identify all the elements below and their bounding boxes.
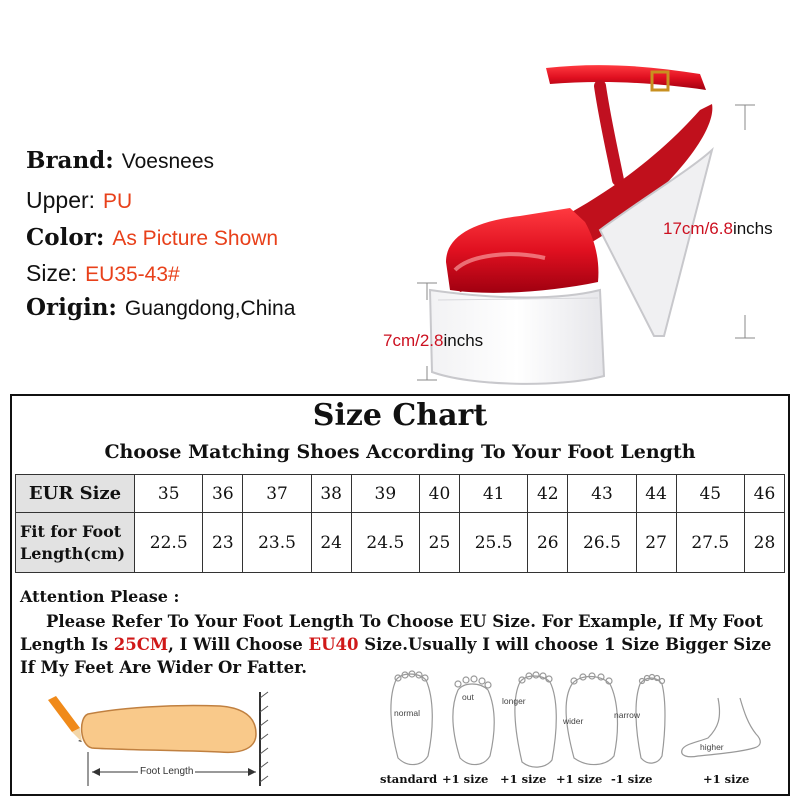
- front-strap: [446, 208, 598, 293]
- eur-size-cell: 41: [459, 475, 527, 513]
- ankle-strap: [546, 65, 706, 90]
- attention-title: Attention Please :: [20, 587, 180, 606]
- color-value: As Picture Shown: [112, 227, 279, 250]
- foot-length-header: [16, 513, 135, 573]
- foot-length-header-line2: Length(cm): [20, 543, 126, 563]
- eur-size-cell: 46: [745, 475, 785, 513]
- foot-length-cell: 24: [311, 513, 351, 573]
- foot-length-cell: 26.5: [568, 513, 636, 573]
- spec-color: [26, 224, 278, 251]
- eur-size-cell: 42: [528, 475, 568, 513]
- eur-size-header: EUR Size: [16, 475, 135, 513]
- spec-origin: [26, 294, 295, 321]
- brand-value: Voesnees: [121, 150, 215, 173]
- upper-label: Upper:: [26, 187, 96, 213]
- foot-length-cell: 24.5: [351, 513, 419, 573]
- color-label: Color:: [26, 224, 105, 251]
- eur-size-cell: 43: [568, 475, 636, 513]
- foot-type-higher: higher: [700, 742, 724, 752]
- size-table: [15, 474, 785, 573]
- foot-length-caption: Foot Length: [140, 766, 194, 777]
- origin-label: Origin:: [26, 294, 117, 321]
- heel-unit: inchs: [732, 219, 773, 238]
- foot-longer-icon: [515, 672, 556, 767]
- size-value: EU35-43#: [85, 263, 180, 286]
- foot-size-wider: +1 size: [556, 772, 603, 786]
- foot-out-icon: [453, 676, 494, 765]
- size-label: Size:: [26, 260, 78, 286]
- foot-size-higher: +1 size: [703, 772, 750, 786]
- platform-unit: inchs: [443, 331, 484, 350]
- spec-upper: [26, 187, 132, 214]
- upper-value: PU: [103, 190, 133, 213]
- foot-size-narrow: -1 size: [611, 772, 653, 786]
- attention-highlight-eu40: EU40: [308, 635, 359, 654]
- foot-length-header-line1: Fit for Foot: [20, 521, 122, 541]
- eur-size-cell: 36: [203, 475, 243, 513]
- foot-length-cell: 25.5: [459, 513, 527, 573]
- size-chart-subtitle: Choose Matching Shoes According To Your Foot Length: [104, 441, 696, 463]
- foot-size-longer: +1 size: [500, 772, 547, 786]
- foot-length-cell: 25: [420, 513, 460, 573]
- table-row: [16, 475, 785, 513]
- eur-size-cell: 38: [311, 475, 351, 513]
- size-chart-title: Size Chart: [312, 398, 488, 433]
- foot-length-cell: 27.5: [676, 513, 744, 573]
- attention-text-part3: Size.Usually I will choose 1 Size Bigger Size If My Feet Are Wider Or Fatter.: [20, 635, 772, 677]
- foot-length-cell: 22.5: [135, 513, 203, 573]
- eur-size-cell: 35: [135, 475, 203, 513]
- foot-length-cell: 28: [745, 513, 785, 573]
- heel-in: 6.8: [709, 219, 733, 238]
- brand-label: Brand:: [26, 147, 114, 174]
- foot-type-narrow: narrow: [614, 710, 640, 720]
- foot-length-cell: 26: [528, 513, 568, 573]
- eur-size-cell: 45: [676, 475, 744, 513]
- foot-narrow-icon: [636, 675, 665, 764]
- foot-size-standard: standard: [380, 772, 438, 786]
- foot-length-cell: 27: [636, 513, 676, 573]
- foot-size-out: +1 size: [442, 772, 489, 786]
- attention-text-part2: , I Will Choose: [168, 635, 309, 654]
- foot-type-wider: wider: [563, 716, 584, 726]
- foot-type-normal: normal: [394, 708, 420, 718]
- pencil-icon: [48, 696, 82, 742]
- foot-type-longer: longer: [502, 696, 526, 706]
- eur-size-cell: 44: [636, 475, 676, 513]
- attention-text-part1: Please Refer To Your Foot Length To Choose EU Size. For Example, If My Foot Length Is: [20, 612, 764, 654]
- platform-height-label: [383, 331, 483, 351]
- eur-size-cell: 40: [420, 475, 460, 513]
- spec-size: [26, 260, 180, 287]
- heel-strap: [600, 86, 618, 180]
- spec-brand: [26, 147, 214, 174]
- foot-types-diagram: [378, 668, 778, 770]
- foot-shape: [82, 705, 256, 752]
- eur-size-cell: 37: [243, 475, 311, 513]
- foot-length-cell: 23: [203, 513, 243, 573]
- eur-size-cell: 39: [351, 475, 419, 513]
- attention-highlight-25cm: 25CM: [113, 635, 169, 654]
- table-row: [16, 513, 785, 573]
- platform-cm: 7cm/: [383, 331, 420, 350]
- platform-in: 2.8: [419, 331, 444, 350]
- origin-value: Guangdong,China: [124, 297, 296, 320]
- heel-cm: 17cm/: [663, 219, 710, 238]
- foot-type-out: out: [462, 692, 474, 702]
- heel-height-label: [663, 219, 773, 239]
- foot-length-cell: 23.5: [243, 513, 311, 573]
